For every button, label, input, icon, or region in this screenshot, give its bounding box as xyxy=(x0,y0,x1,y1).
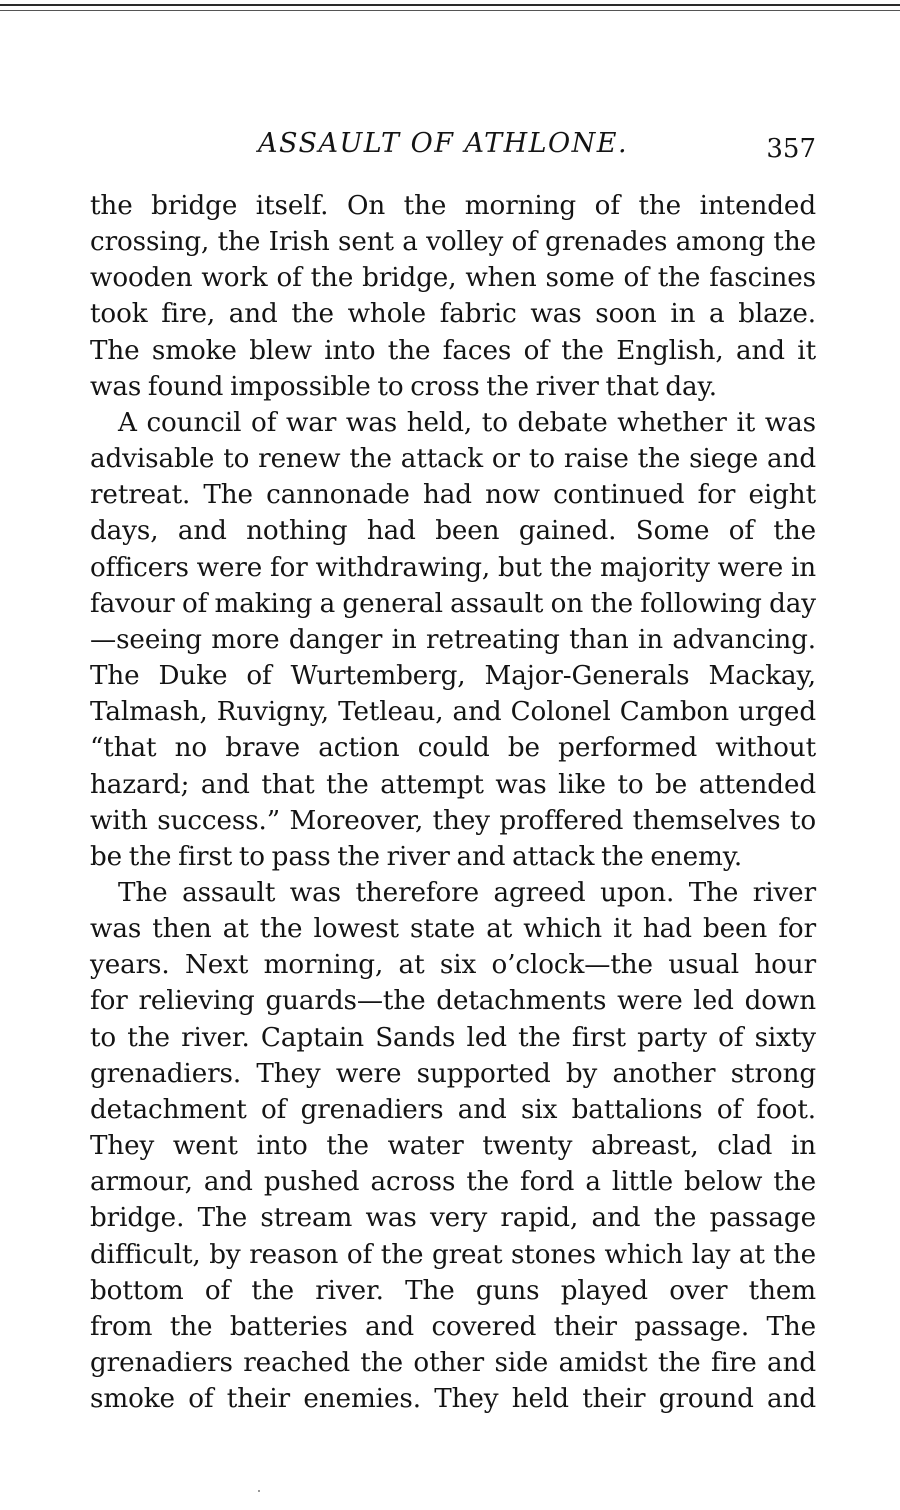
text-line: years. Next morning, at six o’clock—the usual hour xyxy=(90,950,816,981)
text-line: the bridge itself. On the morning of the intended xyxy=(90,191,816,221)
text-line: The Duke of Wurtemberg, Major-Generals Mackay, xyxy=(90,661,816,692)
text-line: favour of making a general assault on the following day xyxy=(90,588,816,619)
text-line: The assault was therefore agreed upon. The river xyxy=(118,877,816,908)
text-line: for relieving guards—the detachments were led down xyxy=(90,986,816,1017)
text-line: from the batteries and covered their passage. The xyxy=(90,1311,816,1342)
text-line: days, and nothing had been gained. Some of the xyxy=(90,516,816,547)
text-line: took fire, and the whole fabric was soon in a blaze. xyxy=(90,299,816,330)
text-line: bridge. The stream was very rapid, and the passage xyxy=(90,1203,816,1234)
text-line: They went into the water twenty abreast, clad in xyxy=(90,1131,816,1162)
body-text xyxy=(90,188,816,1417)
text-line: detachment of grenadiers and six battalions of foot. xyxy=(90,1094,816,1125)
page-number: 357 xyxy=(766,134,816,164)
running-title: ASSAULT OF ATHLONE. xyxy=(258,128,629,159)
text-line: to the river. Captain Sands led the first party of sixty xyxy=(90,1022,816,1053)
print-speck xyxy=(258,1490,260,1492)
top-rule-secondary xyxy=(0,10,900,11)
text-line: difficult, by reason of the great stones which lay at the xyxy=(90,1239,816,1270)
text-line: retreat. The cannonade had now continued for eight xyxy=(90,480,816,511)
text-line: A council of war was held, to debate whether it was xyxy=(118,407,816,438)
text-line: advisable to renew the attack or to raise the siege and xyxy=(90,444,816,475)
text-line: was found impossible to cross the river that day. xyxy=(90,371,717,402)
text-line: be the first to pass the river and attack the enemy. xyxy=(90,841,743,872)
text-line: “that no brave action could be performed without xyxy=(90,733,816,764)
text-line: wooden work of the bridge, when some of the fascines xyxy=(90,263,816,294)
top-rule xyxy=(0,4,900,6)
text-line: grenadiers. They were supported by another strong xyxy=(90,1058,816,1089)
text-line: Talmash, Ruvigny, Tetleau, and Colonel Cambon urged xyxy=(90,697,816,728)
text-line: armour, and pushed across the ford a little below the xyxy=(90,1167,816,1198)
text-line: smoke of their enemies. They held their ground and xyxy=(90,1384,816,1415)
text-line: grenadiers reached the other side amidst the fire and xyxy=(90,1348,816,1378)
text-line: The smoke blew into the faces of the English, and it xyxy=(90,335,816,366)
text-line: was then at the lowest state at which it had been for xyxy=(90,914,816,945)
text-line: with success.” Moreover, they proffered themselves to xyxy=(90,805,816,836)
text-line: bottom of the river. The guns played over them xyxy=(90,1275,816,1306)
text-line: hazard; and that the attempt was like to be attended xyxy=(90,769,816,800)
text-line: officers were for withdrawing, but the majority were in xyxy=(90,552,816,583)
text-line: —seeing more danger in retreating than in advancing. xyxy=(90,624,816,655)
text-line: crossing, the Irish sent a volley of grenades among the xyxy=(90,227,816,258)
running-head xyxy=(90,128,816,168)
